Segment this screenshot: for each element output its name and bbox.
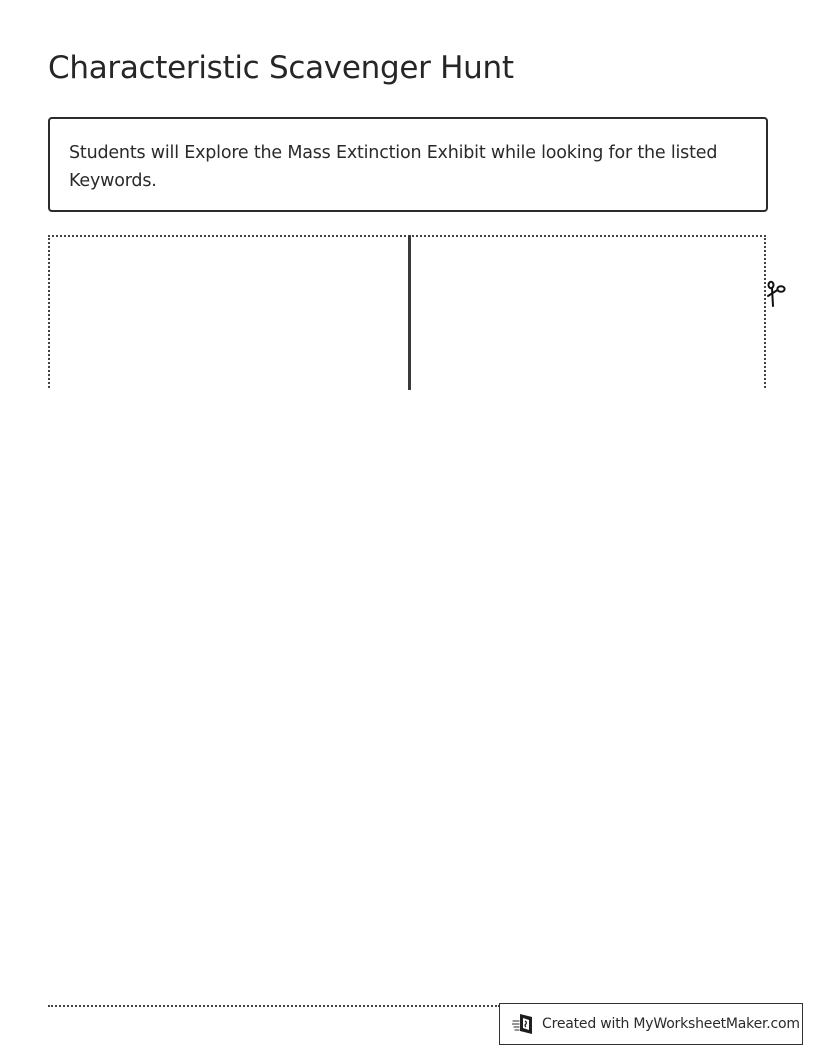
grid-cell-left bbox=[50, 237, 408, 388]
footer-badge[interactable] bbox=[499, 1003, 803, 1045]
page-title: Characteristic Scavenger Hunt bbox=[48, 50, 514, 86]
scissors-icon bbox=[763, 280, 789, 308]
cut-out-grid bbox=[48, 235, 766, 388]
grid-cell-right bbox=[411, 237, 766, 388]
instructions-text: Students will Explore the Mass Extinction Exhibit while looking for the listed Keywords. bbox=[69, 143, 718, 191]
footer-badge-text: Created with MyWorksheetMaker.com bbox=[542, 1016, 800, 1032]
myworksheetmaker-logo-icon bbox=[512, 1013, 536, 1035]
footer-cut-line bbox=[48, 1005, 500, 1007]
instructions-box bbox=[48, 117, 768, 212]
